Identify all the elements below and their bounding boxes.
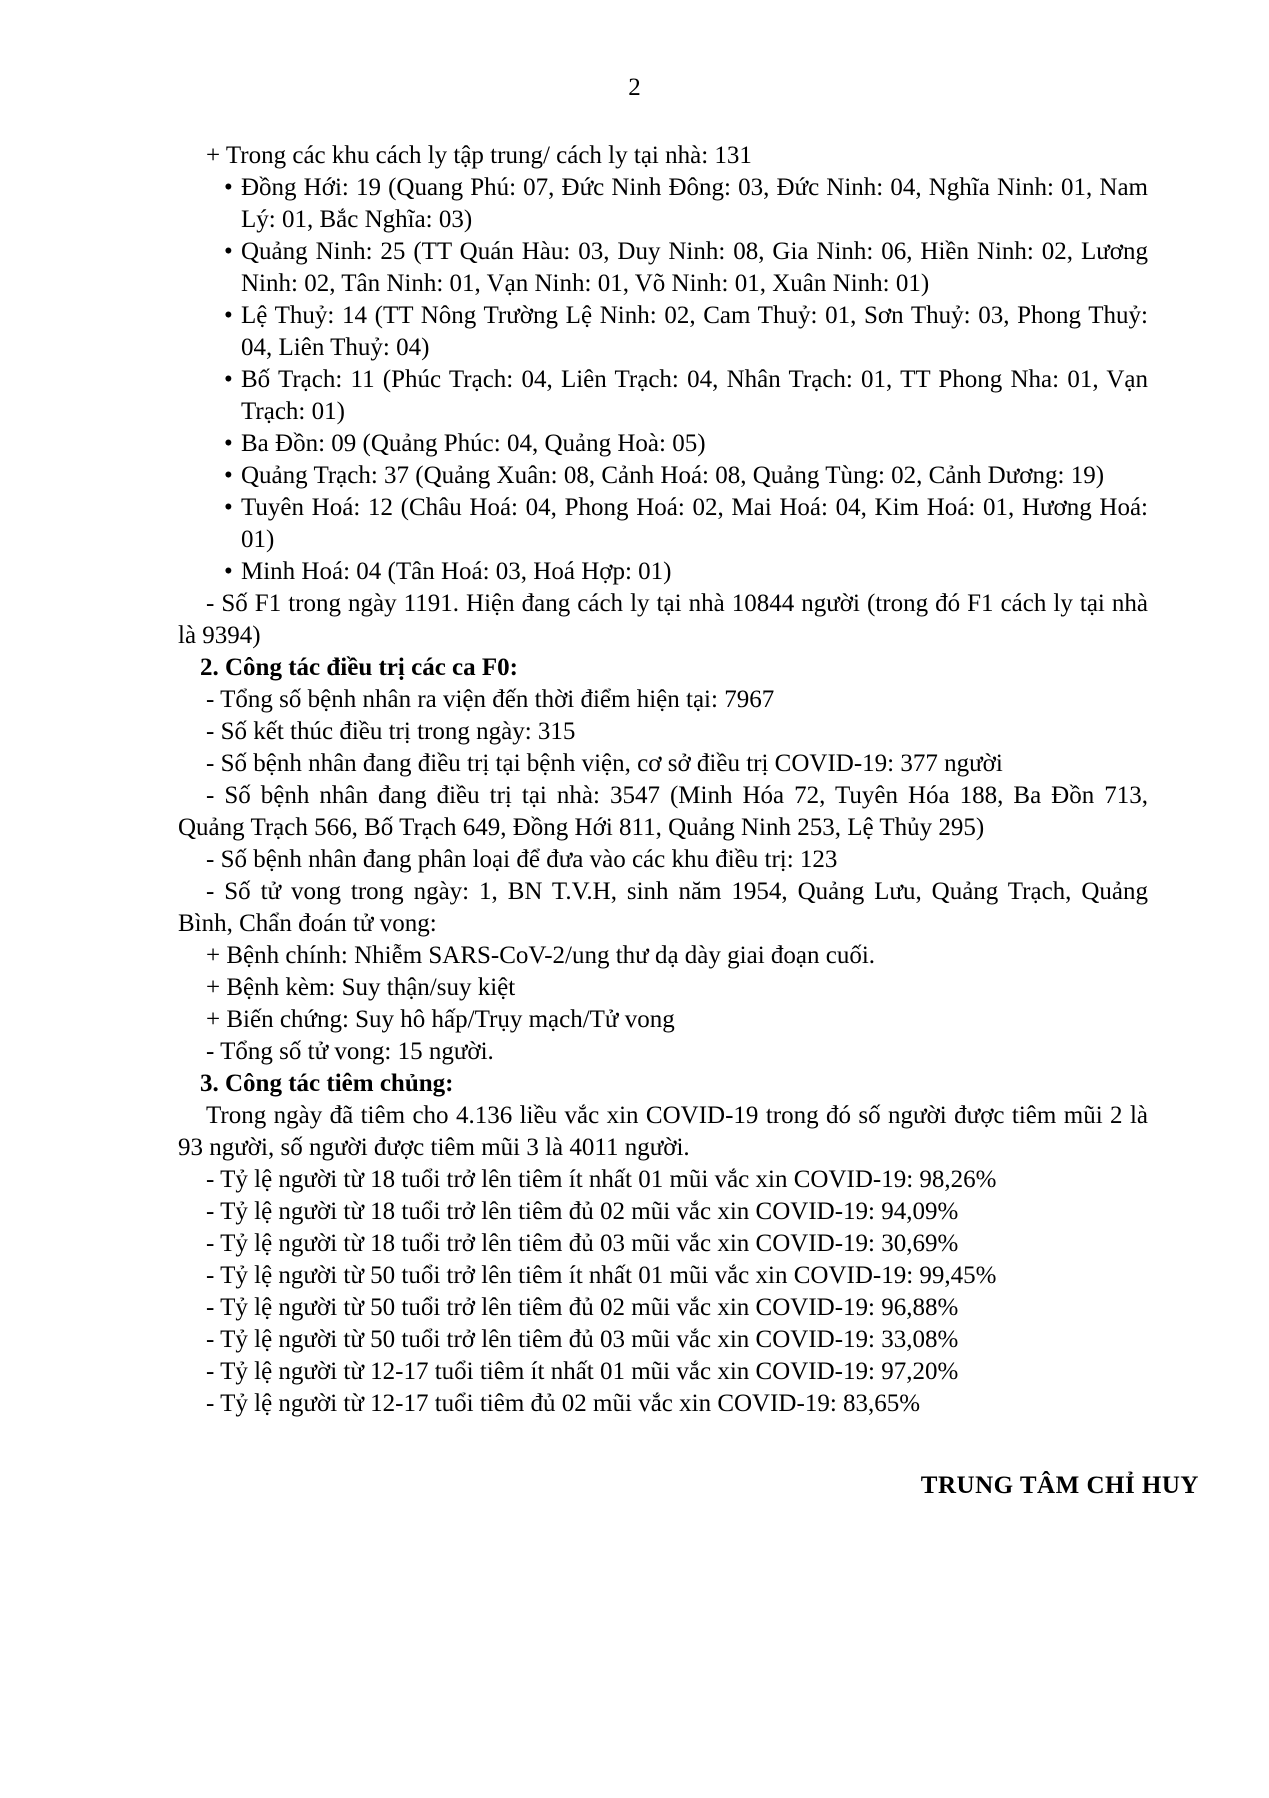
section-2-line: - Tổng số tử vong: 15 người.	[206, 1038, 494, 1065]
vaccination-rate-line: - Tỷ lệ người từ 50 tuổi trở lên tiêm ít nhất 01 mũi vắc xin COVID-19: 99,45%	[206, 1262, 997, 1289]
section-2-line: + Bệnh kèm: Suy thận/suy kiệt	[206, 974, 516, 1001]
list-item: • Ba Đồn: 09 (Quảng Phúc: 04, Quảng Hoà: 05)	[224, 428, 1148, 460]
section-2-heading: 2. Công tác điều trị các ca F0:	[200, 654, 518, 681]
list-item: • Lệ Thuỷ: 14 (TT Nông Trường Lệ Ninh: 02, Cam Thuỷ: 01, Sơn Thuỷ: 03, Phong Thuỷ: 04, Liên Thuỷ: 04)	[224, 300, 1148, 364]
list-item: • Đồng Hới: 19 (Quang Phú: 07, Đức Ninh Đông: 03, Đức Ninh: 04, Nghĩa Ninh: 01, Nam Lý: 01, Bắc Nghĩa: 03)	[224, 172, 1148, 236]
section-3-intro: Trong ngày đã tiêm cho 4.136 liều vắc xin COVID-19 trong đó số người được tiêm mũi 2 là 93 người, số người được tiêm mũi 3 là 4011 người.	[178, 1102, 1148, 1161]
section-2-line: + Bệnh chính: Nhiễm SARS-CoV-2/ung thư dạ dày giai đoạn cuối.	[206, 942, 876, 969]
vaccination-rate-line: - Tỷ lệ người từ 50 tuổi trở lên tiêm đủ 02 mũi vắc xin COVID-19: 96,88%	[206, 1294, 959, 1321]
list-item: • Quảng Ninh: 25 (TT Quán Hàu: 03, Duy Ninh: 08, Gia Ninh: 06, Hiền Ninh: 02, Lương Ninh: 02, Tân Ninh: 01, Vạn Ninh: 01, Võ Ninh: 01, Xuân Ninh: 01)	[224, 236, 1148, 300]
page-number: 2	[628, 74, 641, 101]
signature-block: TRUNG TÂM CHỈ HUY	[920, 1472, 1199, 1499]
section-2-line: + Biến chứng: Suy hô hấp/Trụy mạch/Tử vong	[206, 1006, 675, 1033]
district-list	[178, 172, 1148, 588]
vaccination-rate-line: - Tỷ lệ người từ 12-17 tuổi tiêm ít nhất 01 mũi vắc xin COVID-19: 97,20%	[206, 1358, 959, 1385]
vaccination-rate-line: - Tỷ lệ người từ 18 tuổi trở lên tiêm đủ 02 mũi vắc xin COVID-19: 94,09%	[206, 1198, 959, 1225]
section-3-heading: 3. Công tác tiêm chủng:	[200, 1070, 454, 1097]
list-item: • Minh Hoá: 04 (Tân Hoá: 03, Hoá Hợp: 01)	[224, 556, 1148, 588]
section-2-line: - Số kết thúc điều trị trong ngày: 315	[206, 718, 576, 745]
section-2-line: - Tổng số bệnh nhân ra viện đến thời điểm hiện tại: 7967	[206, 686, 775, 713]
vaccination-rate-line: - Tỷ lệ người từ 18 tuổi trở lên tiêm ít nhất 01 mũi vắc xin COVID-19: 98,26%	[206, 1166, 997, 1193]
vaccination-rate-line: - Tỷ lệ người từ 12-17 tuổi tiêm đủ 02 mũi vắc xin COVID-19: 83,65%	[206, 1390, 921, 1417]
list-item: • Tuyên Hoá: 12 (Châu Hoá: 04, Phong Hoá: 02, Mai Hoá: 04, Kim Hoá: 01, Hương Hoá: 01)	[224, 492, 1148, 556]
quarantine-header: + Trong các khu cách ly tập trung/ cách ly tại nhà: 131	[206, 142, 752, 169]
list-item: • Quảng Trạch: 37 (Quảng Xuân: 08, Cảnh Hoá: 08, Quảng Tùng: 02, Cảnh Dương: 19)	[224, 460, 1148, 492]
section-2-line: - Số tử vong trong ngày: 1, BN T.V.H, sinh năm 1954, Quảng Lưu, Quảng Trạch, Quảng Bình, Chẩn đoán tử vong:	[178, 878, 1148, 937]
list-item: • Bố Trạch: 11 (Phúc Trạch: 04, Liên Trạch: 04, Nhân Trạch: 01, TT Phong Nha: 01, Vạn Trạch: 01)	[224, 364, 1148, 428]
section-2-line: - Số bệnh nhân đang phân loại để đưa vào các khu điều trị: 123	[206, 846, 838, 873]
document-body	[178, 140, 1148, 1420]
vaccination-rate-line: - Tỷ lệ người từ 50 tuổi trở lên tiêm đủ 03 mũi vắc xin COVID-19: 33,08%	[206, 1326, 959, 1353]
f1-summary: - Số F1 trong ngày 1191. Hiện đang cách ly tại nhà 10844 người (trong đó F1 cách ly tại nhà là 9394)	[178, 590, 1148, 649]
section-2-line: - Số bệnh nhân đang điều trị tại nhà: 3547 (Minh Hóa 72, Tuyên Hóa 188, Ba Đồn 713, Quảng Trạch 566, Bố Trạch 649, Đồng Hới 811, Quảng Ninh 253, Lệ Thủy 295)	[178, 782, 1148, 841]
section-2-line: - Số bệnh nhân đang điều trị tại bệnh viện, cơ sở điều trị COVID-19: 377 người	[206, 750, 1003, 777]
vaccination-rate-line: - Tỷ lệ người từ 18 tuổi trở lên tiêm đủ 03 mũi vắc xin COVID-19: 30,69%	[206, 1230, 959, 1257]
